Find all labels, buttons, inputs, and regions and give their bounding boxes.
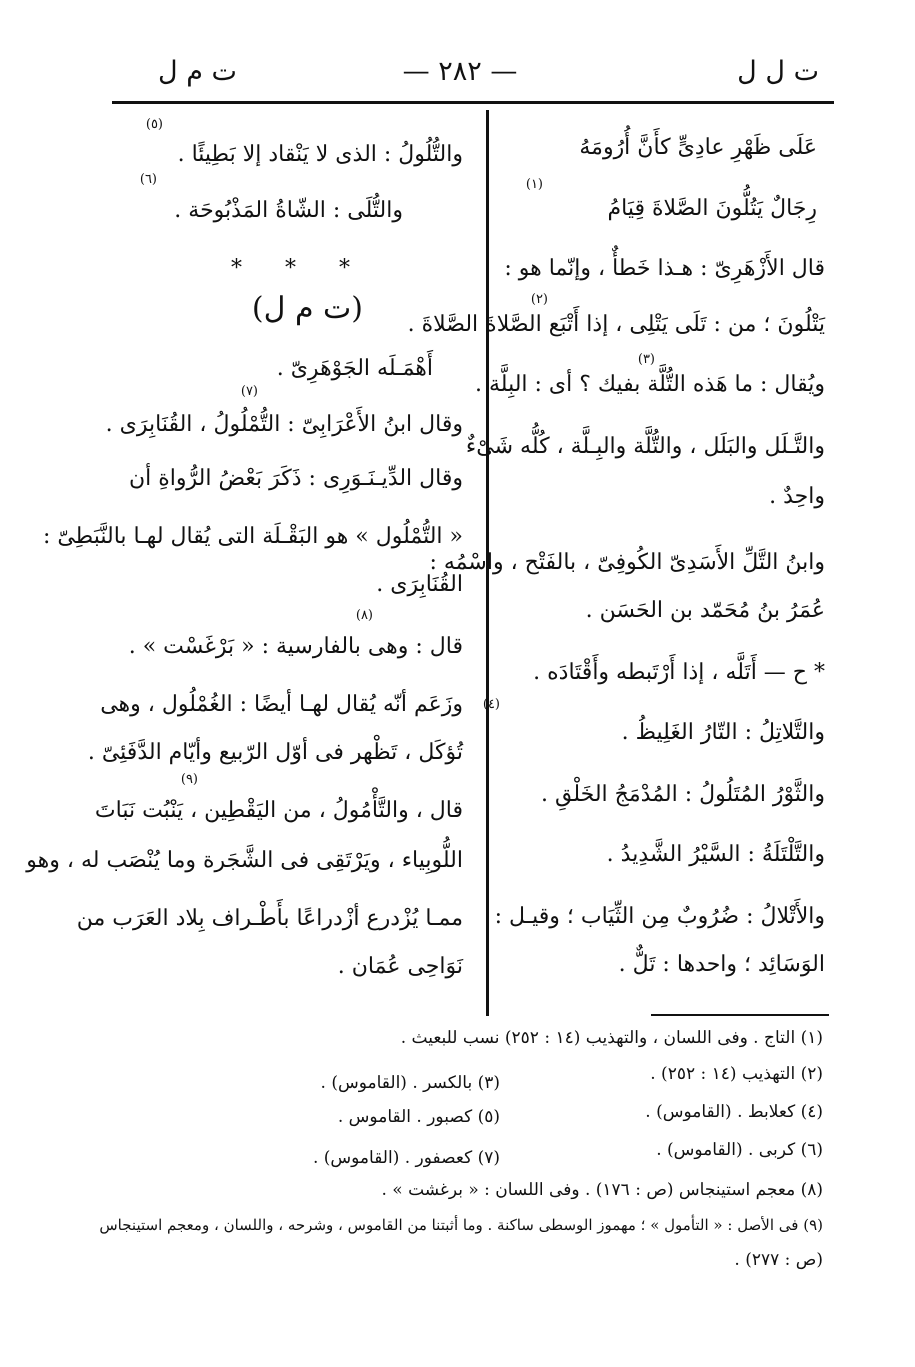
- footnote-1: (١) التاج . وفى اللسان ، والتهذيب (١٤ : ٢٥٢) نسب للبعيث .: [400, 1028, 823, 1048]
- text-line: والأَتْلالُ : ضُرُوبٌ مِن الثِّيَاب ؛ وقيـل :: [494, 904, 825, 929]
- text-line: قال : وهى بالفارسية : « بَرْغَسْت » .: [128, 634, 463, 659]
- text-line: والثَّوْرُ المُتَلُولُ : المُدْمَجُ الخَلْقِ .: [541, 782, 825, 807]
- text-line: قال ، والتَّأْمُولُ ، من اليَقْطِين ، يَنْبُت نَبَاتَ: [94, 798, 463, 823]
- footnote-3: (٣) بالكسر . (القاموس) .: [320, 1073, 500, 1093]
- entry-heading: (ت م ل): [251, 291, 363, 326]
- footnote-rule: [651, 1014, 829, 1016]
- footnote-5: (٥) كصبور . القاموس .: [337, 1107, 500, 1127]
- footnote-marker-1: (١): [525, 177, 543, 192]
- footnote-marker-7: (٧): [240, 384, 258, 399]
- text-line: والتُّلَى : الشّاةُ المَذْبُوحَة .: [174, 198, 403, 223]
- footnote-marker-8: (٨): [355, 608, 373, 623]
- footnote-2: (٢) التهذيب (١٤ : ٢٥٢) .: [650, 1064, 823, 1084]
- text-line: اللُّوبِياء ، ويَرْتَقِى فى الشَّجَرة وما يُنْصَب له ، وهو: [26, 848, 463, 873]
- text-line: عُمَرُ بنُ مُحَمّد بن الحَسَن .: [585, 598, 825, 623]
- header-rule: [112, 101, 834, 104]
- footnote-marker-4: (٤): [482, 697, 500, 712]
- text-line: يَتْلُونَ ؛ من : تَلَى يَتْلِى ، إذا أَتْبَع الصَّلاةَ الصَّلاةَ .: [407, 312, 825, 337]
- text-line: والتَّـلَل والبَلَل ، والتُّلَّة والبِـلَّة ، كُلُّه شَىْءٌ: [465, 434, 825, 459]
- text-line: وقال الدِّيـنَـوَرِى : ذَكَرَ بَعْضُ الرُّواةِ أن: [128, 466, 463, 491]
- text-line: والتُّلُولُ : الذى لا يَنْقاد إلا بَطِيئًا .: [177, 142, 463, 167]
- footnote-6: (٦) كربى . (القاموس) .: [656, 1140, 823, 1160]
- header-left-root: ت م ل: [158, 56, 237, 87]
- footnote-marker-6: (٦): [139, 172, 157, 187]
- footnote-marker-3: (٣): [637, 352, 655, 367]
- footnote-marker-2: (٢): [530, 292, 548, 307]
- text-line: أَهْمَـلَه الجَوْهَرِىّ .: [276, 356, 433, 381]
- text-line: وقال ابنُ الأَعْرَابِىّ : التُّمْلُولُ ، القُنَابِرَى .: [105, 412, 463, 437]
- verse-line-2: رِجَالٌ يَتُلُّونَ الصَّلاةَ قِيَامُ: [607, 196, 817, 221]
- footnote-marker-5: (٥): [145, 117, 163, 132]
- page-number: — ٢٨٢ —: [402, 56, 518, 87]
- text-line: قال الأَزْهَرِىّ : هـذا خَطأٌ ، وإنّما هو :: [504, 256, 825, 281]
- text-line: القُنَابِرَى .: [376, 572, 463, 597]
- text-line: الوَسَائِد ؛ واحدها : تَلٌّ .: [618, 952, 825, 977]
- text-line: واحِدٌ .: [769, 484, 825, 509]
- text-line: والتَّلاتِلُ : التّارُ الغَلِيظُ .: [621, 720, 825, 745]
- text-line: تُؤكَل ، تَظْهر فى أوّل الرّبيع وأيّام الدَّفَئِىّ .: [87, 740, 463, 765]
- text-line: ممـا يُزْدرع أزْدراعًا بأَطْـراف بِلاد العَرَب من: [76, 906, 463, 931]
- verse-line-1: عَلَى ظَهْرِ عادِىٍّ كأَنَّ أُرُومَهُ: [579, 135, 817, 160]
- text-line: * ح — أَتَلَّه ، إذا أَرْتَبطه وأَقْتَادَه .: [533, 660, 825, 685]
- text-line: « التُّمْلُول » هو البَقْـلَة التى يُقال لهـا بالنَّبَطِىّ :: [42, 524, 463, 549]
- footnote-4: (٤) كعلابط . (القاموس) .: [645, 1102, 823, 1122]
- text-line: ويُقال : ما هَذه التُّلَّة بفيك ؟ أى : البِلَّة .: [475, 372, 825, 397]
- footnote-marker-9: (٩): [180, 772, 198, 787]
- text-line: نَوَاحِى عُمَان .: [337, 954, 463, 979]
- section-separator: * * *: [231, 256, 368, 281]
- text-line: وابنُ التَّلِّ الأَسَدِىّ الكُوفِىّ ، بالفَتْح ، واسْمُه :: [429, 550, 825, 575]
- footnote-8: (٨) معجم استينجاس (ص : ١٧٦) . وفى اللسان : « برغشت » .: [381, 1180, 823, 1200]
- footnote-7: (٧) كعصفور . (القاموس) .: [312, 1148, 500, 1168]
- text-line: وزَعَم أنّه يُقال لهـا أيضًا : الغُمْلُول ، وهى: [100, 692, 463, 717]
- footnote-9-continued: (ص : ٢٧٧) .: [734, 1250, 823, 1270]
- header-right-root: ت ل ل: [737, 56, 819, 87]
- text-line: والتَّلْتَلَةُ : السَّيْرُ الشَّدِيدُ .: [606, 842, 825, 867]
- footnote-9: (٩) فى الأصل : « التأمول » ؛ مهموز الوسطى ساكنة . وما أثبتنا من القاموس ، وشرحه ، واللسان ، ومعجم استينجاس: [99, 1216, 823, 1234]
